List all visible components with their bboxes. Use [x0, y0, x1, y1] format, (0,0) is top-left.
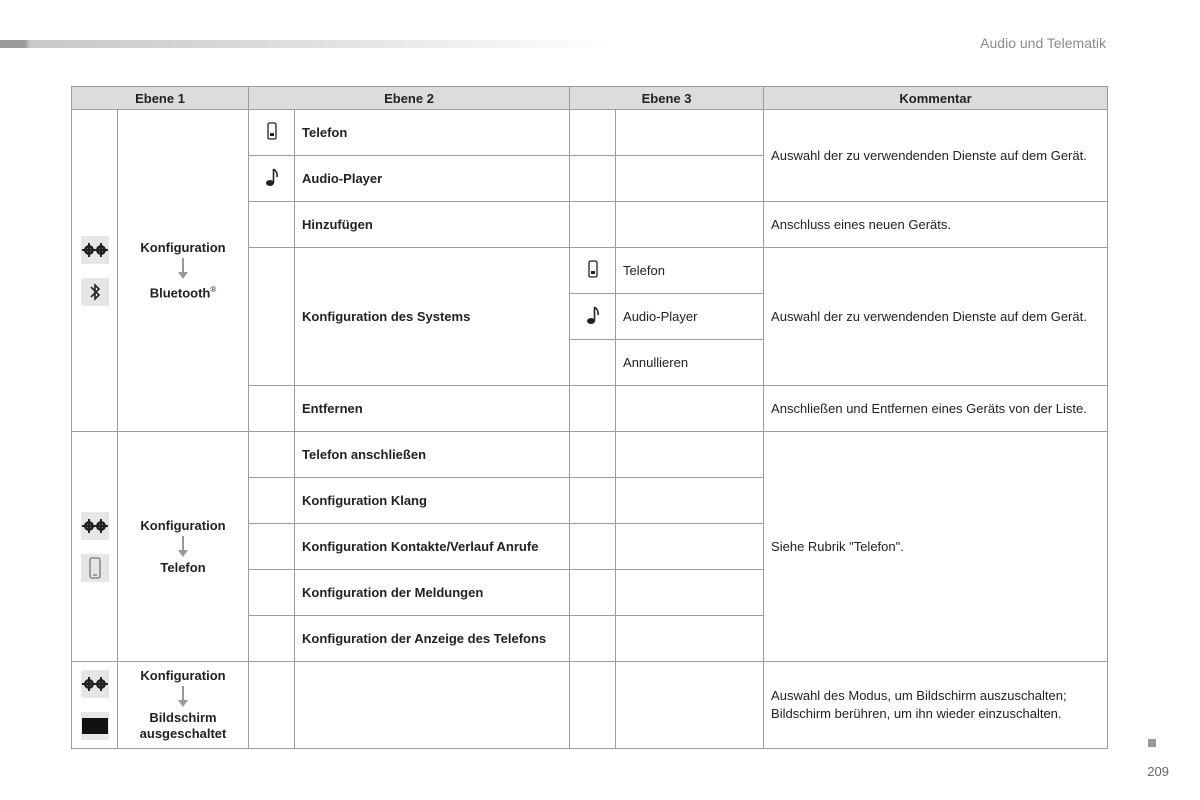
level1-label: Konfiguration — [140, 668, 226, 683]
music-note-icon — [249, 156, 295, 202]
header-ebene-3: Ebene 3 — [570, 87, 764, 110]
table-header-row — [72, 87, 1108, 110]
level1-icons-telefon — [72, 432, 118, 662]
screen-off-icon — [81, 712, 109, 740]
level2-label: Konfiguration der Meldungen — [295, 570, 570, 616]
comment-cell: Auswahl des Modus, um Bildschirm auszuschalten; Bildschirm berühren, um ihn wieder einzuschalten. — [764, 662, 1108, 749]
level3-label: Audio-Player — [616, 294, 764, 340]
arrow-down-icon — [177, 258, 189, 280]
phone-icon — [249, 110, 295, 156]
level3-label: Telefon — [616, 248, 764, 294]
page-marker — [1148, 739, 1156, 747]
header-gradient-bar — [0, 40, 610, 48]
level2-label: Konfiguration Klang — [295, 478, 570, 524]
level1-label: Konfiguration — [140, 517, 226, 533]
level1-icons-bildschirm — [72, 662, 118, 749]
comment-cell: Auswahl der zu verwendenden Dienste auf dem Gerät. — [764, 110, 1108, 202]
level2-label: Audio-Player — [295, 156, 570, 202]
level2-label: Telefon anschließen — [295, 432, 570, 478]
table-row — [72, 662, 1108, 749]
settings-reference-table — [71, 86, 1108, 749]
level1-konfiguration-bildschirm — [118, 662, 249, 749]
phone-icon — [570, 248, 616, 294]
level1-sublabel-2: ausgeschaltet — [139, 726, 227, 741]
section-title: Audio und Telematik — [980, 35, 1106, 51]
table-row — [72, 110, 1108, 156]
page-number: 209 — [1147, 764, 1169, 779]
level2-label: Entfernen — [295, 386, 570, 432]
level1-sublabel: Telefon — [160, 559, 206, 575]
header-kommentar: Kommentar — [764, 87, 1108, 110]
level2-label: Telefon — [295, 110, 570, 156]
level1-sublabel: Bluetooth® — [149, 284, 217, 301]
arrow-down-icon — [177, 686, 189, 708]
level1-label: Konfiguration — [140, 239, 226, 255]
level2-label: Konfiguration Kontakte/Verlauf Anrufe — [295, 524, 570, 570]
table-row — [72, 432, 1108, 478]
level1-konfiguration-bluetooth — [118, 110, 249, 432]
gears-icon — [81, 236, 109, 264]
level3-label: Annullieren — [616, 340, 764, 386]
level2-label: Hinzufügen — [295, 202, 570, 248]
gears-icon — [81, 512, 109, 540]
header-ebene-1: Ebene 1 — [72, 87, 249, 110]
level2-label: Konfiguration der Anzeige des Telefons — [295, 616, 570, 662]
comment-cell: Anschließen und Entfernen eines Geräts von der Liste. — [764, 386, 1108, 432]
level1-icons-bluetooth — [72, 110, 118, 432]
bluetooth-icon — [81, 278, 109, 306]
gears-icon — [81, 670, 109, 698]
header-ebene-2: Ebene 2 — [249, 87, 570, 110]
level2-label: Konfiguration des Systems — [295, 248, 570, 386]
music-note-icon — [570, 294, 616, 340]
comment-cell: Siehe Rubrik "Telefon". — [764, 432, 1108, 662]
arrow-down-icon — [177, 536, 189, 558]
comment-cell: Anschluss eines neuen Geräts. — [764, 202, 1108, 248]
level1-konfiguration-telefon — [118, 432, 249, 662]
smartphone-icon — [81, 554, 109, 582]
level1-sublabel: Bildschirm — [149, 710, 217, 725]
comment-cell: Auswahl der zu verwendenden Dienste auf dem Gerät. — [764, 248, 1108, 386]
